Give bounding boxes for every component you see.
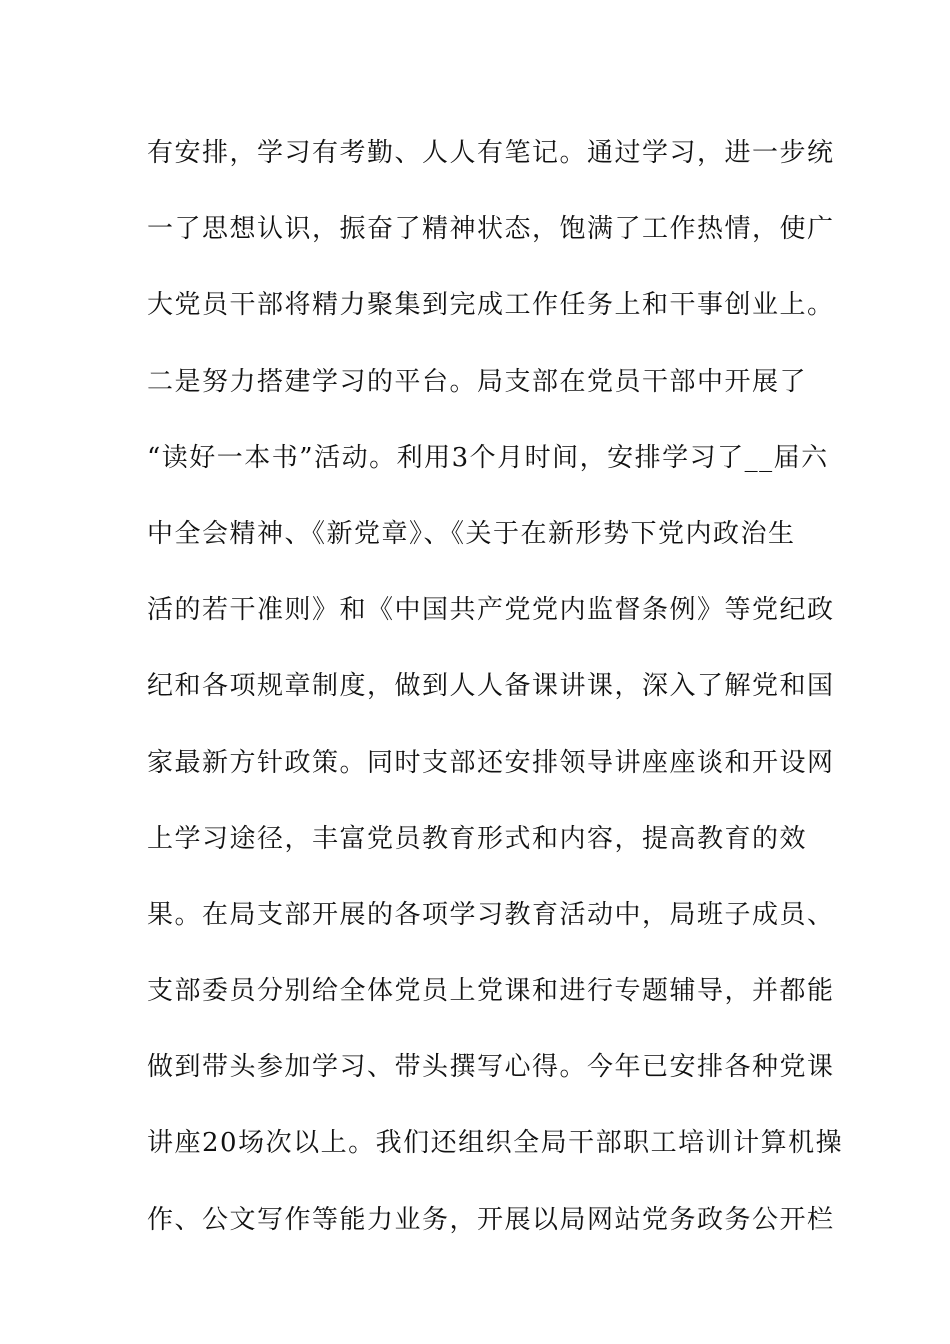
text-line: 上学习途径，丰富党员教育形式和内容，提高教育的效 (147, 823, 808, 854)
text-line: 讲座20场次以上。我们还组织全局干部职工培训计算机操 (147, 1128, 844, 1159)
text-line: 有安排，学习有考勤、人人有笔记。通过学习，进一步统 (147, 138, 835, 168)
text-line: 中全会精神、《新党章》、《关于在新形势下党内政治生 (147, 518, 796, 549)
text-line: 大党员干部将精力聚集到完成工作任务上和干事创业上。 (147, 290, 835, 321)
text-line: 二是努力搭建学习的平台。局支部在党员干部中开展了 (147, 366, 808, 397)
text-line: 活的若干准则》和《中国共产党党内监督条例》等党纪政 (147, 595, 835, 626)
text-line: 做到带头参加学习、带头撰写心得。今年已安排各种党课 (147, 1052, 835, 1083)
text-line: 一了思想认识，振奋了精神状态，饱满了工作热情，使广 (147, 214, 835, 245)
text-line: 果。在局支部开展的各项学习教育活动中，局班子成员、 (147, 899, 835, 930)
body-text (147, 131, 844, 1274)
text-line: 纪和各项规章制度，做到人人备课讲课，深入了解党和国 (147, 671, 835, 702)
text-line: 作、公文写作等能力业务，开展以局网站党务政务公开栏 (147, 1204, 835, 1235)
text-line: 支部委员分别给全体党员上党课和进行专题辅导，并都能 (147, 976, 835, 1007)
text-line: 家最新方针政策。同时支部还安排领导讲座座谈和开设网 (147, 747, 835, 778)
text-line: “读好一本书”活动。利用3个月时间，安排学习了__届六 (147, 442, 829, 473)
